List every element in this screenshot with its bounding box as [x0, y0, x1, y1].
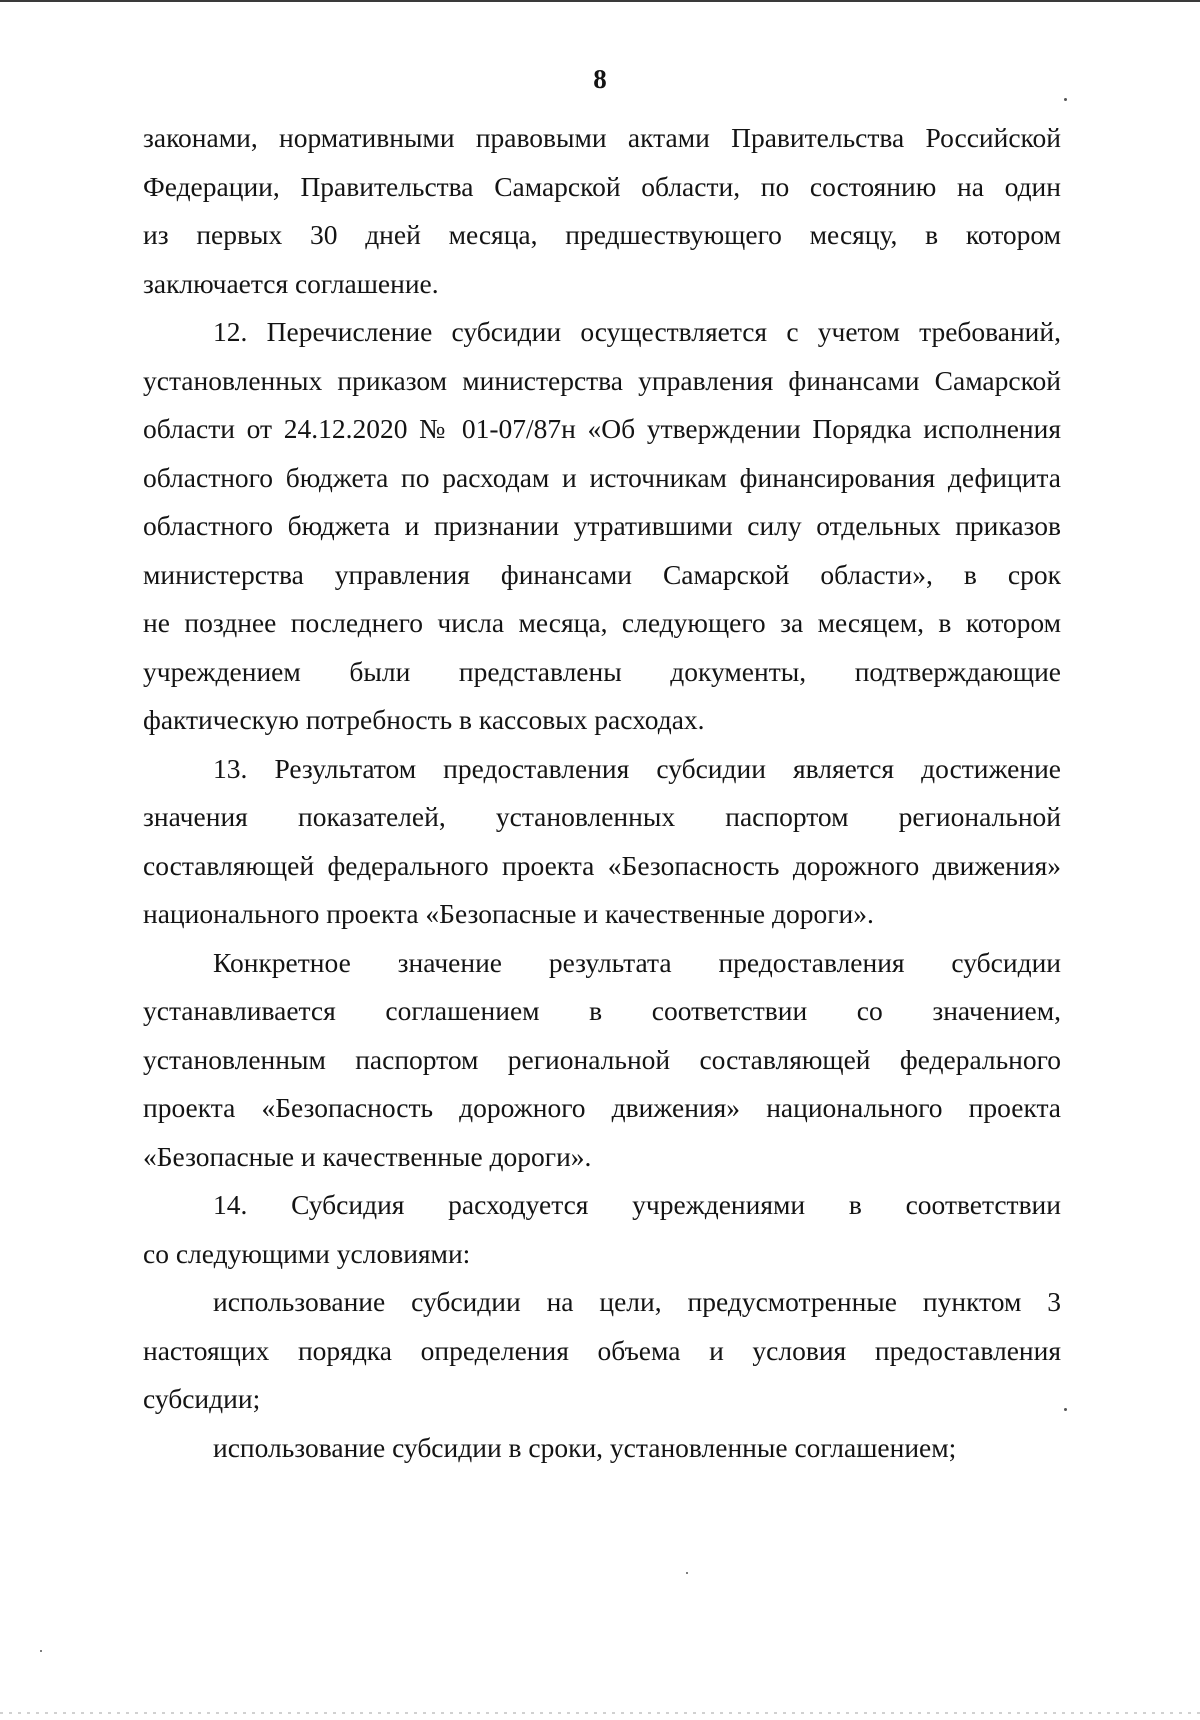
- paragraph-p-14-cond2: [143, 1424, 1061, 1473]
- text-line: не позднее последнего числа месяца, следующего за месяцем, в котором: [143, 607, 1061, 638]
- text-line: 13. Результатом предоставления субсидии является достижение: [213, 752, 1061, 784]
- text-line: 12. Перечисление субсидии осуществляется с учетом требований,: [213, 316, 1061, 347]
- paragraph-p-14-cond1: [143, 1278, 1061, 1424]
- document-body: [143, 114, 1061, 1472]
- text-line: законами, нормативными правовыми актами Правительства Российской: [143, 122, 1061, 153]
- page-number: 8: [593, 64, 607, 94]
- text-line: составляющей федерального проекта «Безопасность дорожного движения»: [143, 849, 1061, 881]
- text-line: учреждением были представлены документы, подтверждающие: [143, 655, 1061, 687]
- text-line: областного бюджета по расходам и источникам финансирования дефицита: [143, 461, 1061, 493]
- scan-speck: [686, 1572, 688, 1574]
- text-line: национального проекта «Безопасные и качественные дороги».: [143, 898, 874, 929]
- text-line: «Безопасные и качественные дороги».: [143, 1140, 592, 1172]
- text-line: использование субсидии в сроки, установленные соглашением;: [213, 1431, 957, 1463]
- text-line: субсидии;: [143, 1383, 261, 1414]
- text-line: министерства управления финансами Самарской области», в срок: [143, 558, 1061, 590]
- paragraph-p-13: [143, 745, 1061, 939]
- text-line: установленных приказом министерства управления финансами Самарской: [143, 364, 1061, 396]
- scan-speck: [40, 1650, 42, 1652]
- text-line: заключается соглашение.: [143, 267, 439, 299]
- scan-speck: [1064, 1408, 1067, 1411]
- text-line: со следующими условиями:: [143, 1237, 471, 1269]
- text-line: использование субсидии на цели, предусмотренные пунктом 3: [213, 1286, 1061, 1317]
- scan-bottom-edge: [0, 1712, 1200, 1714]
- scan-speck: [1064, 98, 1067, 101]
- paragraph-p-continuation: [143, 114, 1061, 308]
- scan-top-edge: [0, 0, 1200, 2]
- paragraph-p-14: [143, 1181, 1061, 1278]
- text-line: установленным паспортом региональной составляющей федерального: [143, 1043, 1061, 1075]
- text-line: области от 24.12.2020 № 01-07/87н «Об утверждении Порядка исполнения: [143, 413, 1061, 444]
- paragraph-p-13-value: [143, 939, 1061, 1182]
- text-line: проекта «Безопасность дорожного движения» национального проекта: [143, 1092, 1061, 1123]
- text-line: 14. Субсидия расходуется учреждениями в соответствии: [213, 1189, 1061, 1220]
- text-line: из первых 30 дней месяца, предшествующего месяцу, в котором: [143, 219, 1061, 250]
- text-line: значения показателей, установленных паспортом региональной: [143, 801, 1061, 832]
- text-line: фактическую потребность в кассовых расходах.: [143, 704, 705, 735]
- text-line: устанавливается соглашением в соответствии со значением,: [143, 995, 1061, 1026]
- text-line: Федерации, Правительства Самарской области, по состоянию на один: [143, 170, 1061, 202]
- text-line: областного бюджета и признании утратившими силу отдельных приказов: [143, 510, 1061, 541]
- text-line: настоящих порядка определения объема и условия предоставления: [143, 1334, 1061, 1366]
- paragraph-p-12: [143, 308, 1061, 745]
- text-line: Конкретное значение результата предоставления субсидии: [213, 946, 1061, 978]
